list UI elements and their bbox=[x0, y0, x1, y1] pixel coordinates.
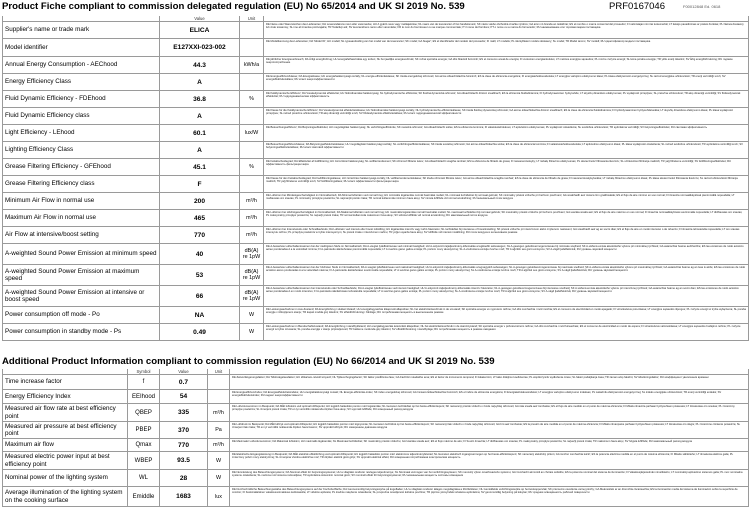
additional-row bbox=[3, 375, 749, 390]
row-translations: DE A-bewertete Luftschallemissionen bei der höchsten Stufe im Normalbetrieb; DA A-vægtet lydeffektniveau ved maksimal hastighed; HU A-súlyozott zajteljesítmény-kibocsátás a legnagyobb sebességen; NL A-gewogen geluidsvermogensniveau bij maximale snelheid; SK A-vážená emisia akustického výkonu pri maximálnej rýchlosti; GA astaíochtaí fuaime ag an luas is airde; ES las emisiones de ruido acústico aéreo ponderadas A a la velocidad máxima; FI A-painotettu äänitehotaso suurimmalla nopeudella; LT A svertinė garso galios emisija; PL poziom mocy akustycznej; SL A-vrednotena emisija zvočne moči; TR A ağırlıklı ses gücü emisyonu; SV A-vägd ljudeffektnivå; RU уровень звуковой мощности bbox=[264, 265, 749, 286]
row-unit: kWh/a bbox=[240, 57, 264, 74]
additional-row bbox=[3, 439, 749, 452]
row-value: E127XXI-023-002 bbox=[160, 39, 240, 57]
row-label: Fluid Dynamic Efficiency class bbox=[3, 108, 160, 125]
row-translations: DE Luftstrom bei Mindestgeschwindigkeit im Normalbetrieb; DA Minimal luftstrøm ved normal brug; HU minimális légáramlás normál használat mellett; NL minimaal luchtdebiet bij normaal gebruik; SK minimálny prietok vzduchu pri bežnom používaní; GA sreabhadh aeir íosta le linn gnáthúsáide; ES el flujo de aire mínimo en uso normal; FI ilmavirta normaalikäytössä pienimmällä nopeudella; LT mažiausias oro srautas; PL minimalny przepływ powietrza; SL najmanjši pretok zraka; TR normal kullanımda minimum hava akışı; SV minsta luftflöde vid normal användning; RU минимальный поток воздуха bbox=[264, 193, 749, 210]
fiche-row bbox=[3, 22, 749, 39]
row-value: 54 bbox=[160, 390, 208, 404]
row-unit: % bbox=[240, 159, 264, 176]
row-label: Fluid Dynamic Efficiency - FDEhood bbox=[3, 91, 160, 108]
additional-row bbox=[3, 404, 749, 422]
row-translations: DE Nennleistung des Beleuchtungssystems; DA Nominel effekt for belysningssystemet; HU a világítási rendszer névleges teljesítménye; NL Nominaal vermogen van het verlichtingssysteem; SK menovitý výkon osvetľovacieho systému; GA Cumhacht ainmniúil an chórais soilsithe; ES la potencia nominal del sistema de iluminación; FI Valaistusjärjestelmän nimellisteho; LT nominalioji apšvietimo sistemos galia; PL moc nominalna systemu oświetlenia; SL nazivna moč sistema razsvetljave; TR aydınlatma sisteminin nominal gücü; SV nominell effekt för belysningssystemet; RU номинальная мощность системы освещения bbox=[230, 470, 749, 487]
row-translations: DE Durchschnittliche Beleuchtungsstärke des Beleuchtungssystems auf der Kochoberfläche; DA Gennemsnitlig belysningsstyrke på kogefladen; HU a világítási rendszer átlagos megvilágítása a főzőfelületen; NL Gemiddelde verlichtingssterkte op het kookoppervlak; SK priemerné osvetlenie varnej plochy; GA Meánsoilsiú ar an dromchla cócaireachta; ES la iluminación media del sistema de iluminación sobre la superficie de cocción; FI Keskimääräinen valaistusvoimakkuus keittotasolla; LT vidutinė apšvieta; PL średnie natężenie oświetlenia; SL povprečna osvetljenost kuhalne površine; TR pişirme yüzeyindeki ortalama aydınlatma; SV genomsnittlig belysning på kokytan; RU средняя освещённость рабочей поверхности bbox=[230, 487, 749, 507]
row-unit bbox=[240, 142, 264, 159]
row-symbol: QBEP bbox=[128, 404, 160, 422]
row-label: Energy Efficiency Class bbox=[3, 74, 160, 91]
row-unit: Pa bbox=[208, 422, 230, 439]
row-unit: dB(A) re 1pW bbox=[240, 286, 264, 307]
row-symbol: WBEP bbox=[128, 452, 160, 470]
row-unit: lux/W bbox=[240, 125, 264, 142]
row-translations: DE Name oder Warenzeichen des Lieferanten; DA Leverandørens navn eller varemærke; HU A gyártó neve vagy márkajelzése; NL naam van de leverancier of het handelsmerk; SK názov alebo obchodná značka výrobcu; GA ainm nó branda an tsoláthraí; ES el nombre o marca comercial del proveedor; FI valmistajan nimi tai tuotemerkki; LT tiekėjo pavadinimas ar prekės ženklas; PL Nazwa dostawcy lub znak towarowy; SL ime ali znamka proizvajalca; TR Tedarikçi adı; SV leverantörens namn eller varumärke; FR le nom du fournisseur ou sa marque commerciale; IT il nome del fornitore; PT o nome ou a marca do fornecedor; RU наименование или торговая марка поставщика bbox=[264, 22, 749, 39]
row-value: 335 bbox=[160, 404, 208, 422]
fiche-row bbox=[3, 244, 749, 265]
row-value: A bbox=[160, 142, 240, 159]
row-unit: m³/h bbox=[208, 404, 230, 422]
row-label: Supplier's name or trade mark bbox=[3, 22, 160, 39]
additional-row bbox=[3, 470, 749, 487]
fiche-title: Product Fiche compliant to commission delegated regulation (EU) No 65/2014 and UK SI 2019 No. 539 bbox=[2, 1, 465, 12]
additional-row bbox=[3, 390, 749, 404]
row-value: A bbox=[160, 108, 240, 125]
row-translations: DE Klasse für den Fettabscheidegrad; DA Fedtfiltreringsklasse; HU zsírszűrési hatékonysági osztály; NL vetfilterrendementsklasse; SK trieda účinnosti filtrácie tukov; GA aicme éifeachtúlachta scagtha ramhair; ES la clase de eficiencia de filtrado de grasa; FI rasvanerotuskykyluokka; LT riebalų filtravimo efektyvumo klasė; PL klasa skuteczności filtrowania tłuszczu; SL razred učinkovitosti filtriranja maščob; TR yağ filtreleme verimliliği sınıfı; SV fettfiltreringsklass; RU класс эффективности фильтрации жира bbox=[264, 176, 749, 193]
row-value: 40 bbox=[160, 244, 240, 265]
row-value: 28 bbox=[160, 470, 208, 487]
row-value: 93.5 bbox=[160, 452, 208, 470]
row-label: Measured air flow rate at best efficiency point bbox=[3, 404, 128, 422]
fiche-row bbox=[3, 91, 749, 108]
fiche-row bbox=[3, 265, 749, 286]
row-label: Grease Filtering Efficiency - GFEhood bbox=[3, 159, 160, 176]
row-translations: DE Maximaler Luftvolumenstrom; DA Maksimal luftstrøm; HU maximális légáramlás; NL Maximaal luchtdebiet; SK maximálny prietok vzduchu; GA Uasráta sreafa aeir; ES el flujo máximo de aire; FI Suurin ilmavirta; LT didžiausias oro srautas; PL maksymalny przepływ powietrza; SL največji pretok zraka; TR maksimum hava akışı; SV högsta luftflöde; RU максимальный расход воздуха bbox=[230, 439, 749, 452]
row-translations: DE Luftvolumenstrom im Bestpunkt; DA Målt luftstrøm ved optimalt driftspunkt; HU legjobb hatásfokú ponton mért légáramlás; NL Gemeten luchtdebiet op het beste-efficiëntiepunt; SK nameraný prietok vzduchu v bode najvyššej účinnosti; GA ráta sreafa aeir tomhaiste; ES el flujo de aire medido en el punto de máxima eficiencia; FI Mitattu ilmavirta parhaan hyötysuhteen pisteessä; LT išmatuotas oro srautas; PL zmierzony przepływ powietrza; SL izmerjeni pretok zraka; TR en iyi verimlilik noktasında ölçülen hava akışı; SV uppmätt luftflöde; RU измеренный расход воздуха bbox=[230, 404, 749, 422]
row-value: 770 bbox=[160, 227, 240, 244]
row-label: Energy Efficiency Index bbox=[3, 390, 128, 404]
row-unit: W bbox=[208, 452, 230, 470]
fiche-row bbox=[3, 142, 749, 159]
row-label: A-weighted Sound Power Emission at maximum speed bbox=[3, 265, 160, 286]
row-label: Grease Filtering Efficiency class bbox=[3, 176, 160, 193]
additional-info-title: Additional Product Information compliant to commission regulation (EU) No 66/2014 and UK SI 2019 No. 539 bbox=[2, 356, 495, 367]
row-label: Power consumption in standby mode - Ps bbox=[3, 324, 160, 341]
row-label: Maximum air flow bbox=[3, 439, 128, 452]
row-translations: DE A-bewertete Luftschallemissionen bei der niedrigsten Stufe im Normalbetrieb; DA A-vægtet lydeffektniveau ved minimal hastighed; HU A-súlyozott zajteljesítmény-kibocsátás a legkisebb sebességen; NL A-gewogen geluidsvermogensniveau bij minimale snelheid; SK A-vážená emisia akustického výkonu pri minimálnej rýchlosti; GA astaíochtaí fuaime aerbheirthe; ES las emisiones de ruido acústico aéreo ponderadas A a la velocidad mínima; FI A-painotettu äänitehotaso pienimmällä nopeudella; LT A svertinė garso galios emisija; PL poziom mocy akustycznej; SL A-vrednotena emisija zvočne moči; TR A ağırlıklı ses gücü emisyonu; SV A-vägd ljudeffektnivå; RU уровень звуковой мощности bbox=[264, 244, 749, 265]
row-label: Maximum Air Flow in normal use bbox=[3, 210, 160, 227]
fiche-row bbox=[3, 210, 749, 227]
row-unit bbox=[240, 176, 264, 193]
row-unit: m³/h bbox=[240, 210, 264, 227]
fiche-row bbox=[3, 176, 749, 193]
row-translations: DE Beleuchtungseffizienzklasse; DA Belysningseffektivitetsklasse; HU megvilágítási hatékonysági osztály; NL verlichtingsefficiëntieklasse; SK trieda svetelnej účinnosti; GA aicme éifeachtúlachta soilse; ES la clase de eficiencia lumínica; FI valaistustehokkuusluokka; LT apšvietimo efektyvumo klasė; PL klasa wydajności oświetlenia; SL razred svetlobne učinkovitosti; TR aydınlatma verimliliği sınıfı; SV belysningseffektivitetsklass; RU класс световой эффективности bbox=[264, 142, 749, 159]
row-value: 36.8 bbox=[160, 91, 240, 108]
row-label: Model identifier bbox=[3, 39, 160, 57]
row-symbol: f bbox=[128, 375, 160, 390]
column-header-value: Value bbox=[160, 16, 240, 22]
additional-row bbox=[3, 422, 749, 439]
row-label: Power consumption off mode - Po bbox=[3, 307, 160, 324]
row-label: Measured air pressure at best efficiency point bbox=[3, 422, 128, 439]
row-translations: DE fluiddynamische Effizienz; DA Væskedynamisk effektivitet; HU hidrodinamikai hatékonyság; NL hydrodynamische efficiëntie; SK fluidná dynamická účinnosť; GA éifeachtúlacht dinimic sreabhach; ES la eficiencia fluidodinámica; FI hydrodynaaminen hyötysuhde; LT skysčių dinamikos efektyvumas; PL wydajność przepływu; SL pretočna učinkovitost; TR akış dinamiği verimliliği; SV flödesdynamisk effektivitet; RU гидродинамическая эффективность bbox=[264, 91, 749, 108]
row-unit: m³/h bbox=[240, 227, 264, 244]
row-label: Annual Energy Consumption - AEChood bbox=[3, 57, 160, 74]
row-label: Minimum Air Flow in normal use bbox=[3, 193, 160, 210]
row-translations: DE Modellkennung des Lieferanten; DA 'Model ID'; HU modell; NL typeaanduiding van het model van de leverancier; SK model; GA 'Eagar'; ES el identificador del modelo del proveedor; FI malli; LT modelis; PL identyfikator modelu dostawcy; SL model; TR Model tanımı; SV modell; RU идентификатор модели поставщика bbox=[264, 39, 749, 57]
row-value: 1683 bbox=[160, 487, 208, 507]
fiche-row bbox=[3, 286, 749, 307]
row-value: 44.3 bbox=[160, 57, 240, 74]
additional-info-table bbox=[2, 369, 749, 507]
row-label: Measured electric power input at best efficiency point bbox=[3, 452, 128, 470]
row-unit: dB(A) re 1pW bbox=[240, 265, 264, 286]
additional-row bbox=[3, 487, 749, 507]
row-value: 370 bbox=[160, 422, 208, 439]
row-symbol: WL bbox=[128, 470, 160, 487]
fiche-row bbox=[3, 57, 749, 74]
fiche-row bbox=[3, 125, 749, 142]
row-unit: m³/h bbox=[208, 439, 230, 452]
fiche-row bbox=[3, 307, 749, 324]
fiche-row bbox=[3, 39, 749, 57]
row-value: ELICA bbox=[160, 22, 240, 39]
row-value: 45.1 bbox=[160, 159, 240, 176]
row-label: A-weighted Sound Power Emission at minimum speed bbox=[3, 244, 160, 265]
row-unit bbox=[240, 74, 264, 91]
row-label: Time increase factor bbox=[3, 375, 128, 390]
row-translations: DE Fettabscheidegrad; DA Effektivitet af fedtfiltrering; HU zsírszűrési hatékonyság; NL vetfilterrendement; SK účinnosť filtrácie tukov; GA éifeachtúlacht scagtha ramhair; ES la eficiencia de filtrado de grasa; FI rasvanerotuskyky; LT riebalų filtravimo efektyvumas; PL skuteczność filtrowania tłuszczu; SL učinkovitost filtriranja maščob; TR yağ filtreleme verimliliği; SV fettfiltreringseffektivitet; RU эффективность фильтрации жира bbox=[264, 159, 749, 176]
document-reference: F00012848 Ed. 0618 bbox=[683, 4, 721, 9]
row-translations: DE Leistungsaufnahme im Aus-Zustand; DA Energiforbrug i slukket tilstand; HU energiafogyasztás kikapcsolt állapotban; NL het elektriciteitsverbruik in de uit-stand; SK spotreba energie vo vypnutom režime; GA ídiú cumhachta i mód múchta; ES el consumo de electricidad en modo apagado; FI virrankulutus pois-tilassa; LT energijos sąnaudos išjungus; PL zużycie energii w trybie wyłączenia; SL poraba energije v izklopljenem stanju; TR kapalı modda güç tüketimi; SV effektförbrukning i frånläge; RU потребляемая мощность в выключенном режиме bbox=[264, 307, 749, 324]
fiche-row bbox=[3, 324, 749, 341]
row-unit: W bbox=[208, 470, 230, 487]
row-translations: DE Energieeffizienzindex; DA Energieeffektivitetsindeks; HU energiahatékonysági mutató; NL Energie-efficiëntie-index; SK index energetickej účinnosti; GA Innéacs Éifeachtúlachta Fuinnimh; ES el índice de eficiencia energética; FI Energiatehokkuusindeksi; LT energijos vartojimo efektyvumo indeksas; PL wskaźnik efektywności energetycznej; SL indeks energijske učinkovitosti; TR enerji verimliliği endeksi; SV energieffektivitetsindex; RU индекс энергоэффективности bbox=[230, 390, 749, 404]
row-translations: DE Klasse für die fluiddynamische Effizienz; DA Væskedynamisk effektivitetsklasse; HU hidrodinamikai hatékonysági osztály; NL hydrodynamische-efficiëntieklasse; SK trieda fluidnej dynamickej účinnosti; GA aicme éifeachtúlachta dinimic sreabhach; ES la clase de eficiencia fluidodinámica; FI hydrodynaaminen hyötysuhdeluokka; LT skysčių dinamikos efektyvumo klasė; PL klasa wydajności przepływu; SL razred pretočne učinkovitosti; TR akış dinamiği verimliliği sınıfı; SV flödesdynamisk effektivitetsklass; RU класс гидродинамической эффективности bbox=[264, 108, 749, 125]
row-unit: m³/h bbox=[240, 193, 264, 210]
row-label: Air Flow at intensive/boost setting bbox=[3, 227, 160, 244]
fiche-header bbox=[2, 1, 748, 15]
row-translations: DE Energieeffizienzklasse; DA Energieklasse; HU energiahatékonysági osztály; NL energie-efficiëntieklasse; SK trieda energetickej účinnosti; GA aicme éifeachtúlachta fuinnimh; ES la clase de eficiencia energética; FI energiatehokkuusluokka; LT energijos vartojimo efektyvumo klasė; PL klasa efektywności energetycznej; SL razred energijske učinkovitosti; TR enerji verimliliği sınıfı; SV energieffektivitetsklass; RU класс энергоэффективности bbox=[264, 74, 749, 91]
fiche-row bbox=[3, 193, 749, 210]
row-symbol: Emiddle bbox=[128, 487, 160, 507]
row-translations: DE Beleuchtungseffizienz; DA Belysningseffektivitet; HU megvilágítási hatékonyság; NL verlichtingsefficiëntie; SK svetelná účinnosť; GA éifeachtúlacht soilse; ES la eficiencia lumínica; FI valaistustehokkuus; LT apšvietimo efektyvumas; PL wydajność oświetlenia; SL svetlobna učinkovitost; TR aydınlatma verimliliği; SV belysningseffektivitet; RU световая эффективность bbox=[264, 125, 749, 142]
row-translations: DE Leistungsaufnahme im Bereitschaftszustand; DA Energiforbrug i standbytilstand; HU energiafogyasztás készenléti állapotban; NL het elektriciteitsverbruik in de stand-bystand; SK spotreba energie v pohotovostnom režime; GA ídiú cumhachta i mód fuireachais; ES el consumo de electricidad en modo de espera; FI virrankulutus valmiustilassa; LT energijos sąnaudos budėjimo režimu; PL zużycie energii w trybie czuwania; SL poraba energije v stanju pripravljenosti; TR bekleme modunda güç tüketimi; SV effektförbrukning i standbyläge; RU потребляемая мощность в режиме ожидания bbox=[264, 324, 749, 341]
column-header-unit: Unit bbox=[240, 16, 264, 22]
row-unit: % bbox=[240, 91, 264, 108]
row-translations: DE Zeitverlängerungsfaktor; DA Tidsforøgelsesfaktor; HU időtartam-növelő tényező; NL Tijdsverhogingsfactor; SK faktor predĺženia času; GA Fachtóir méadaithe ama; ES el factor de incremento temporal; FI Aikakerroin; LT laiko didėjimo koeficientas; PL współczynnik wydłużenia czasu; SL faktor podaljšanja časa; TR zaman artış faktörü; SV tidsökningsfaktor; RU коэффициент увеличения времени bbox=[230, 375, 749, 390]
row-translations: DE Elektrische Eingangsleistung im Bestpunkt; DA Målt elektrisk effektforbrug ved optimalt driftspunkt; HU legjobb hatásfokú ponton mért elektromos teljesítményfelvétel; NL Gemeten elektrisch ingangsvermogen op het beste-efficiëntiepunt; SK nameraný elektrický príkon; GA ionchur cumhachta leictrí; ES la potencia eléctrica medida en el punto de máxima eficiencia; FI Mitattu sähköteho; LT išmatuota elektros galia; PL zmierzony pobór mocy elektrycznej; SL izmerjena vhodna električna moč; TR ölçülen elektrik gücü girişi; SV uppmätt elektrisk effekt; RU измеренная потребляемая электрическая мощность bbox=[230, 452, 749, 470]
fiche-row bbox=[3, 74, 749, 91]
row-value: 60.1 bbox=[160, 125, 240, 142]
row-symbol: PBEP bbox=[128, 422, 160, 439]
row-unit bbox=[240, 22, 264, 39]
row-value: 0.7 bbox=[160, 375, 208, 390]
row-value: 0.49 bbox=[160, 324, 240, 341]
row-value: F bbox=[160, 176, 240, 193]
column-header-unit: Unit bbox=[208, 369, 230, 375]
row-unit bbox=[240, 39, 264, 57]
additional-row bbox=[3, 452, 749, 470]
column-header-symbol: Symbol bbox=[128, 369, 160, 375]
row-symbol: Qmax bbox=[128, 439, 160, 452]
fiche-row bbox=[3, 108, 749, 125]
row-unit: W bbox=[240, 307, 264, 324]
row-translations: DE Luftstrom bei Intensivstufe oder Schnelllaufstufe; DA Luftstrøm ved intensiv eller boost indstilling; HU légáramlás intenzív vagy turbó fokozaton; NL luchtdebiet bij intensieve of boostinstelling; SK prietok vzduchu pri intenzívnom alebo zvýšenom nastavení; GA sreabhadh aeir ag an socrú dian; ES el flujo de aire en modo intensivo o de refuerzo; FI ilmavirta tehostetulla nopeudella; LT oro srautas intensyviu režimu; PL przepływ powietrza w trybie intensywnym; SL pretok zraka v intenzivnem načinu; TR yoğun ayarda hava akışı; SV luftflöde vid intensiv inställning; RU поток воздуха в интенсивном режиме bbox=[264, 227, 749, 244]
row-unit bbox=[240, 108, 264, 125]
fiche-row bbox=[3, 159, 749, 176]
row-value: 770 bbox=[160, 439, 208, 452]
row-unit: W bbox=[240, 324, 264, 341]
row-unit bbox=[208, 390, 230, 404]
column-header-value: Value bbox=[160, 369, 208, 375]
fiche-table bbox=[2, 16, 749, 341]
fiche-row bbox=[3, 227, 749, 244]
row-value: 53 bbox=[160, 265, 240, 286]
row-translations: DE jährlicher Energieverbrauch; DA Årligt energiforbrug; HU energiafelhasználás egy évben; NL het jaarlijks energieverbruik; SK ročná spotreba energie; GA ídiú bliantúil fuinnimh; ES el consumo anual de energía; FI vuotuinen energiankulutus; LT metinės energijos sąnaudos; PL roczne zużycie energii; SL letna poraba energije; TR yıllık enerji tüketimi; SV årlig energiförbrukning; RU годовое энергопотребление bbox=[264, 57, 749, 74]
row-value: 66 bbox=[160, 286, 240, 307]
row-unit: dB(A) re 1pW bbox=[240, 244, 264, 265]
row-label: A-weighted Sound Power Emission at intensive or boost speed bbox=[3, 286, 160, 307]
row-label: Nominal power of the lighting system bbox=[3, 470, 128, 487]
row-value: 200 bbox=[160, 193, 240, 210]
row-label: Light Efficiency - LEhood bbox=[3, 125, 160, 142]
row-symbol: EEIhood bbox=[128, 390, 160, 404]
row-value: A bbox=[160, 74, 240, 91]
row-value: 465 bbox=[160, 210, 240, 227]
row-translations: DE A-bewertete Luftschallemissionen bei Intensivstufe oder Schnelllaufstufe; DA A-vægtet lydeffektniveau ved intensiv hastighed; HU A-súlyozott zajteljesítmény-kibocsátás intenzív fokozaton; NL A-gewogen geluidsvermogensniveau bij intensieve snelheid; SK A-vážená emisia akustického výkonu pri intenzívnej rýchlosti; GA astaíochtaí fuaime ag an socrú dian; ES las emisiones de ruido acústico aéreo ponderadas A en modo intensivo; FI A-painotettu äänitehotaso tehostetulla nopeudella; LT A svertinė garso galios emisija; PL poziom mocy akustycznej; SL A-vrednotena emisija zvočne moči; TR A ağırlıklı ses gücü emisyonu; SV A-vägd ljudeffektnivå; RU уровень звуковой мощности bbox=[264, 286, 749, 307]
row-translations: DE Luftstrom bei Höchstgeschwindigkeit im Normalbetrieb; DA Maksimal luftstrøm ved normal brug; HU maximális légáramlás normál használat mellett; NL maximaal luchtdebiet bij normaal gebruik; SK maximálny prietok vzduchu pri bežnom používaní; GA uasráta sreafa aeir; ES el flujo de aire máximo en uso normal; FI ilmavirta normaalikäytössä suurimmalla nopeudella; LT didžiausias oro srautas; PL maksymalny przepływ powietrza; SL največji pretok zraka; TR normal kullanımda maksimum hava akışı; SV största luftflöde vid normal användning; RU максимальный поток воздуха bbox=[264, 210, 749, 227]
row-label: Lighting Efficiency Class bbox=[3, 142, 160, 159]
row-translations: DE Luftdruck im Bestpunkt; DA Målt lufttryk ved optimalt driftspunkt; HU legjobb hatásfokú ponton mért légnyomás; NL Gemeten luchtdruk op het beste-efficiëntiepunt; SK nameraný tlak vzduchu v bode najvyššej účinnosti; GA brú aeir tomhaiste; ES la presión de aire medida en el punto de máxima eficiencia; FI Mitattu ilmanpaine parhaan hyötysuhteen pisteessä; LT išmatuotas oro slėgis; PL zmierzone ciśnienie powietrza; SL izmerjeni tlak zraka; TR en iyi verimlilik noktasında ölçülen hava basıncı; SV uppmätt lufttryck; RU измеренное давление воздуха bbox=[230, 422, 749, 439]
product-code: PRF0167046 bbox=[609, 1, 665, 12]
row-unit: lux bbox=[208, 487, 230, 507]
row-label: Average illumination of the lighting system on the cooking surface bbox=[3, 487, 128, 507]
row-unit bbox=[208, 375, 230, 390]
row-value: NA bbox=[160, 307, 240, 324]
